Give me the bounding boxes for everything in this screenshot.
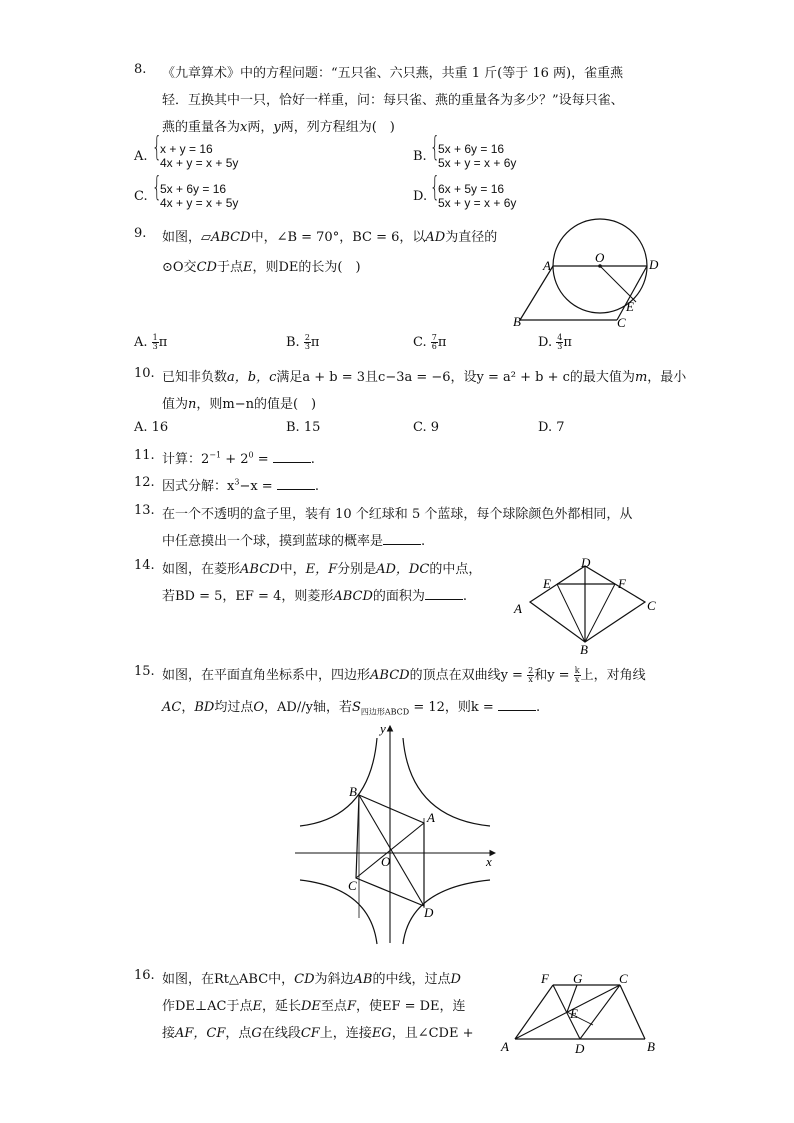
q14-label-f: F xyxy=(618,576,626,591)
q8-option-d-label: D. xyxy=(413,189,428,204)
q16-label-e: E xyxy=(570,1006,578,1021)
q14-label-e: E xyxy=(543,576,551,591)
q15-label-c: C xyxy=(348,878,357,893)
q15-hyperbola-q1 xyxy=(403,738,490,826)
q15-line1: 如图，在平面直角坐标系中，四边形ABCD的顶点在双曲线y = $\frac{2}{x}$ 和y = $\frac{k}{x}$ 上，对角线 xyxy=(162,666,646,684)
q10-line1: 已知非负数a，b，c满足a + b = 3且c−3a = −6，设y = a² + b + c的最大值为m，最小 xyxy=(162,370,687,385)
q9-label-c: C xyxy=(617,315,626,330)
q15-hyperbola-q2 xyxy=(300,738,377,826)
q8-line3: 燕的重量各为x两，y两，列方程组为( ) xyxy=(162,120,395,135)
q9-option-d: D. $\frac{4}{3}$ π xyxy=(538,333,572,351)
q16-line3: 接AF，CF，点G在线段CF上，连接EG，且∠CDE + xyxy=(162,1026,474,1041)
q16-label-d: D xyxy=(575,1041,585,1056)
q9-label-a: A xyxy=(543,258,551,273)
q10-option-b: B. 15 xyxy=(286,420,321,435)
q16-side-af xyxy=(515,985,553,1039)
q15-line2: AC，BD均过点O，AD//y轴，若$S_{四边形ABCD} = 12$，则k = . xyxy=(162,700,541,717)
q9-option-c: C. $\frac{7}{6}$ π xyxy=(413,333,447,351)
q15-answer-blank[interactable] xyxy=(498,698,536,711)
q15-label-o: O xyxy=(381,854,391,869)
q16-label-f: F xyxy=(541,971,549,986)
q15-label-d: D xyxy=(424,905,434,920)
q8-option-a-label: A. xyxy=(134,149,148,164)
q15-figure xyxy=(290,718,510,948)
q10-number: 10. xyxy=(134,366,155,381)
q8-line2: 轻．互换其中一只，恰好一样重，问：每只雀、燕的重量各为多少？”设每只雀、 xyxy=(162,93,624,108)
q16-segment-dc xyxy=(580,985,620,1039)
q12-answer-blank[interactable] xyxy=(277,477,315,490)
q16-label-a: A xyxy=(501,1039,509,1054)
q11-number: 11. xyxy=(134,448,155,463)
q8-number: 8. xyxy=(134,62,147,77)
q11-text: 计算：$2^{-1} + 2^0$ = . xyxy=(162,450,315,467)
q9-option-b: B. $\frac{2}{3}$ π xyxy=(286,333,320,351)
q10-option-a: A. 16 xyxy=(134,420,169,435)
q15-hyperbola-q3 xyxy=(300,880,377,944)
q8-line1: 《九章算术》中的方程问题：“五只雀、六只燕，共重 1 斤(等于 16 两)，雀重燕 xyxy=(162,66,624,81)
q13-line2: 中任意摸出一个球，摸到蓝球的概率是 . xyxy=(162,534,426,549)
q12-text: 因式分解：$x^3-x$ = . xyxy=(162,477,319,494)
q14-label-d: D xyxy=(581,555,591,570)
q14-label-a: A xyxy=(514,601,522,616)
q16-label-b: B xyxy=(647,1039,655,1054)
q16-side-cb xyxy=(620,985,645,1039)
q14-label-b: B xyxy=(580,642,588,655)
q12-number: 12. xyxy=(134,475,155,490)
q9-side-ab xyxy=(520,266,553,320)
q8-option-b-label: B. xyxy=(413,149,427,164)
q15-label-x: x xyxy=(486,854,492,869)
q15-diagonal-bd xyxy=(359,795,424,906)
q16-figure xyxy=(495,965,670,1060)
q9-label-b: B xyxy=(513,314,521,329)
q9-figure xyxy=(505,215,675,335)
q14-segment-fb xyxy=(585,584,615,642)
q10-option-c: C. 9 xyxy=(413,420,440,435)
q9-option-a: A. $\frac{1}{3}$ π xyxy=(134,333,168,351)
q16-number: 16. xyxy=(134,968,155,983)
q9-label-o: O xyxy=(595,250,605,265)
q11-answer-blank[interactable] xyxy=(273,450,311,463)
q10-option-d: D. 7 xyxy=(538,420,565,435)
q15-hyperbola-q4 xyxy=(403,880,490,944)
q16-line1: 如图，在Rt△ABC中，CD为斜边AB的中线，过点D xyxy=(162,972,461,987)
q14-figure xyxy=(505,555,665,655)
q14-label-c: C xyxy=(647,598,656,613)
q9-line1: 如图，▱ABCD中，∠B = 70°，BC = 6，以AD为直径的 xyxy=(162,230,498,245)
q14-line1: 如图，在菱形ABCD中，E，F分别是AD，DC的中点， xyxy=(162,562,482,577)
q14-line2: 若BD = 5，EF = 4，则菱形ABCD的面积为 . xyxy=(162,589,468,604)
q9-radius-oe xyxy=(600,266,636,302)
q16-line2: 作DE⊥AC于点E，延长DE至点F，使EF = DE，连 xyxy=(162,999,466,1014)
q15-label-a: A xyxy=(427,810,435,825)
q9-label-d: D xyxy=(649,257,659,272)
q15-number: 15. xyxy=(134,664,155,679)
q16-label-g: G xyxy=(573,971,583,986)
q9-number: 9. xyxy=(134,226,147,241)
q13-answer-blank[interactable] xyxy=(383,532,421,545)
q10-line2: 值为n，则m−n的值是( ) xyxy=(162,397,317,412)
q14-number: 14. xyxy=(134,558,155,573)
q15-label-y: y xyxy=(380,721,386,736)
q8-option-c-label: C. xyxy=(134,189,148,204)
q15-label-b: B xyxy=(349,784,357,799)
q9-line2: ⊙O交CD于点E，则DE的长为( ) xyxy=(162,260,361,275)
q13-number: 13. xyxy=(134,503,155,518)
q14-answer-blank[interactable] xyxy=(425,587,463,600)
q9-label-e: E xyxy=(626,299,634,314)
q14-segment-eb xyxy=(557,584,585,642)
q13-line1: 在一个不透明的盒子里，装有 10 个红球和 5 个蓝球，每个球除颜色外都相同，从 xyxy=(162,507,633,522)
q16-label-c: C xyxy=(619,971,628,986)
